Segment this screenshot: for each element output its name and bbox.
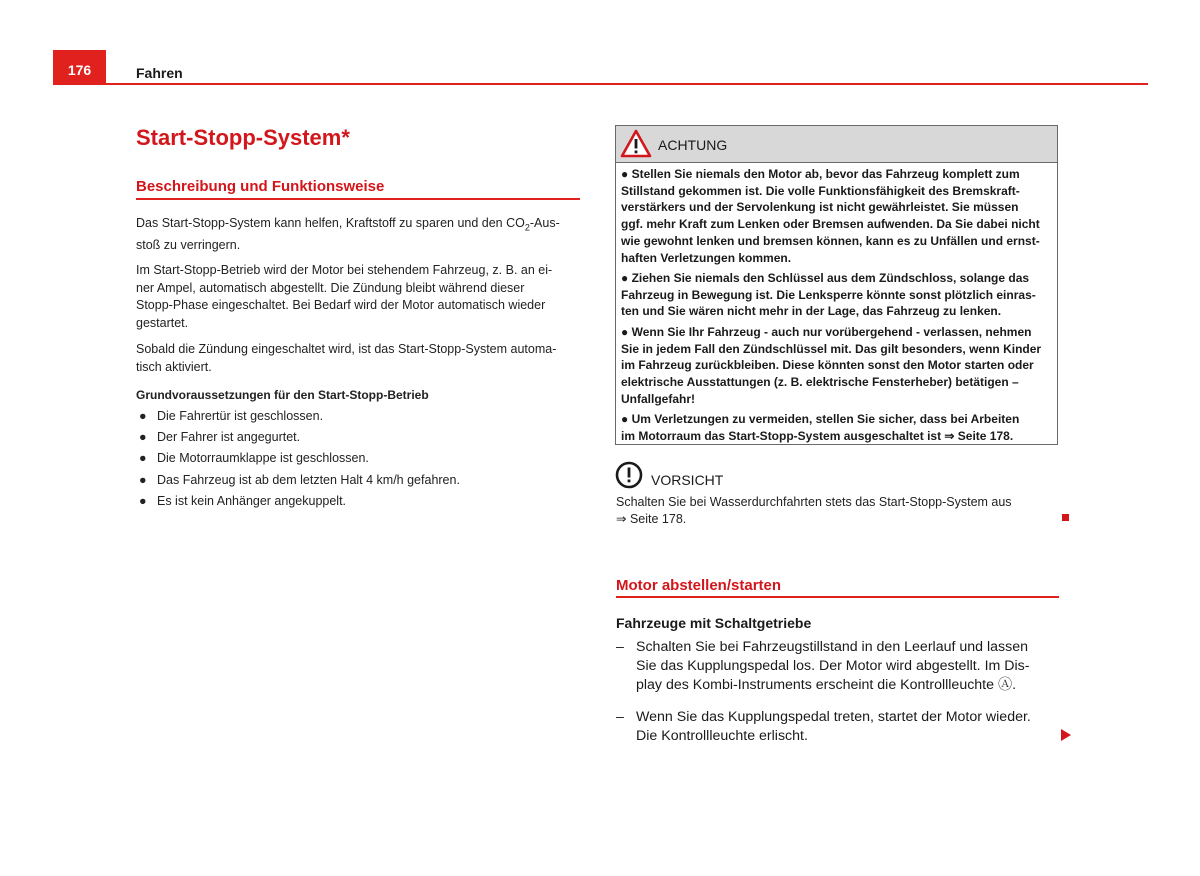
description-paragraph-3: Sobald die Zündung eingeschaltet wird, ist das Start-Stopp-System automa- tisch aktiviert. (136, 342, 557, 374)
page-number: 176 (67, 62, 92, 78)
description-paragraph-1: Das Start-Stopp-System kann helfen, Kraftstoff zu sparen und den $CO_2-Aus-$ stoß zu verringern. (136, 216, 560, 252)
dash-icon: – (616, 709, 624, 725)
dash-icon: – (616, 639, 624, 655)
description-heading-rule (136, 198, 580, 200)
caution-text: Schalten Sie bei Wasserdurchfahrten stets das Start-Stopp-System aus ⇒ Seite 178. (616, 495, 1012, 526)
description-heading: Beschreibung und Funktionsweise (136, 178, 385, 195)
warning-header-rule (616, 162, 1057, 163)
motor-subheading: Fahrzeuge mit Schaltgetriebe (616, 615, 812, 631)
requirements-heading: Grundvoraussetzungen für den Start-Stopp-Betrieb (136, 388, 429, 402)
step-text: Wenn Sie das Kupplungspedal treten, startet der Motor wieder. Die Kontrollleuchte erlischt. (636, 709, 1031, 744)
warning-title: ACHTUNG (658, 137, 728, 153)
bullet-icon: ● (139, 493, 147, 508)
requirements-list (136, 408, 460, 514)
end-marker-icon (1062, 514, 1069, 521)
step-item-2 (616, 708, 1056, 748)
motor-heading-rule (616, 596, 1059, 598)
page-title: Start-Stopp-System* (136, 125, 350, 150)
bullet-icon: ● (139, 430, 147, 445)
step-item-1 (616, 638, 1056, 698)
description-paragraph-2: Im Start-Stopp-Betrieb wird der Motor bei stehendem Fahrzeug, z. B. an ei- ner Ampel, automatisch abgestellt. Die Zündung bleibt während dieser Stopp-Phase eingeschaltet. Bei Bedarf wird der Motor automatisch wieder gestartet. (136, 263, 553, 330)
list-item: ● Es ist kein Anhänger angekuppelt. (136, 493, 460, 514)
list-item: ● Die Fahrertür ist geschlossen. (136, 408, 460, 429)
caution-title: VORSICHT (651, 472, 724, 488)
list-item: ● Das Fahrzeug ist ab dem letzten Halt 4 km/h gefahren. (136, 472, 460, 493)
warning-item-4: ● Um Verletzungen zu vermeiden, stellen Sie sicher, dass bei Arbeiten im Motorraum das Start-Stopp-System ausgeschaltet ist ⇒ Seite 178. (621, 412, 1020, 443)
warning-triangle-icon (620, 129, 652, 159)
warning-item-3: ● Wenn Sie Ihr Fahrzeug - auch nur vorübergehend - verlassen, nehmen Sie in jedem Fall den Zündschlüssel mit. Das gilt besonders, wenn Kinder im Fahrzeug zurückbleiben. Diese könnten sonst den Motor starten oder elektrische Ausstattungen (z. B. elektrische Fensterheber) betätigen – Unfallgefahr! (621, 325, 1042, 406)
bullet-icon: ● (139, 451, 147, 466)
list-item: ● Die Motorraumklappe ist geschlossen. (136, 450, 460, 471)
step-text: Schalten Sie bei Fahrzeugstillstand in den Leerlauf und lassen Sie das Kupplungspedal los. Der Motor wird abgestellt. Im Dis- play des Kombi-Instruments erscheint die Kontrollleuchte Ⓐ. (636, 639, 1030, 693)
list-item: ● Der Fahrer ist angegurtet. (136, 429, 460, 450)
caution-exclamation-icon (615, 461, 643, 489)
warning-item-2: ● Ziehen Sie niemals den Schlüssel aus dem Zündschloss, solange das Fahrzeug in Bewegung ist. Die Lenksperre könnte sonst plötzlich einras- ten und Sie wären nicht mehr in der Lage, das Fahrzeug zu lenken. (621, 271, 1036, 319)
header-rule (53, 83, 1148, 85)
warning-item-1: ● Stellen Sie niemals den Motor ab, bevor das Fahrzeug komplett zum Stillstand gekommen ist. Die volle Funktionsfähigkeit des Bremskraft- verstärkers und der Servolenkung ist nicht gewährleistet. Sie müssen ggf. mehr Kraft zum Lenken oder Bremsen aufwenden. Da Sie dabei nicht wie gewohnt lenken und bremsen können, kann es zu Unfällen und ernst- haften Verletzungen kommen. (621, 167, 1040, 265)
motor-heading: Motor abstellen/starten (616, 577, 782, 594)
bullet-icon: ● (139, 472, 147, 487)
bullet-icon: ● (139, 409, 147, 423)
continue-arrow-icon (1061, 729, 1071, 741)
section-title: Fahren (136, 65, 183, 81)
